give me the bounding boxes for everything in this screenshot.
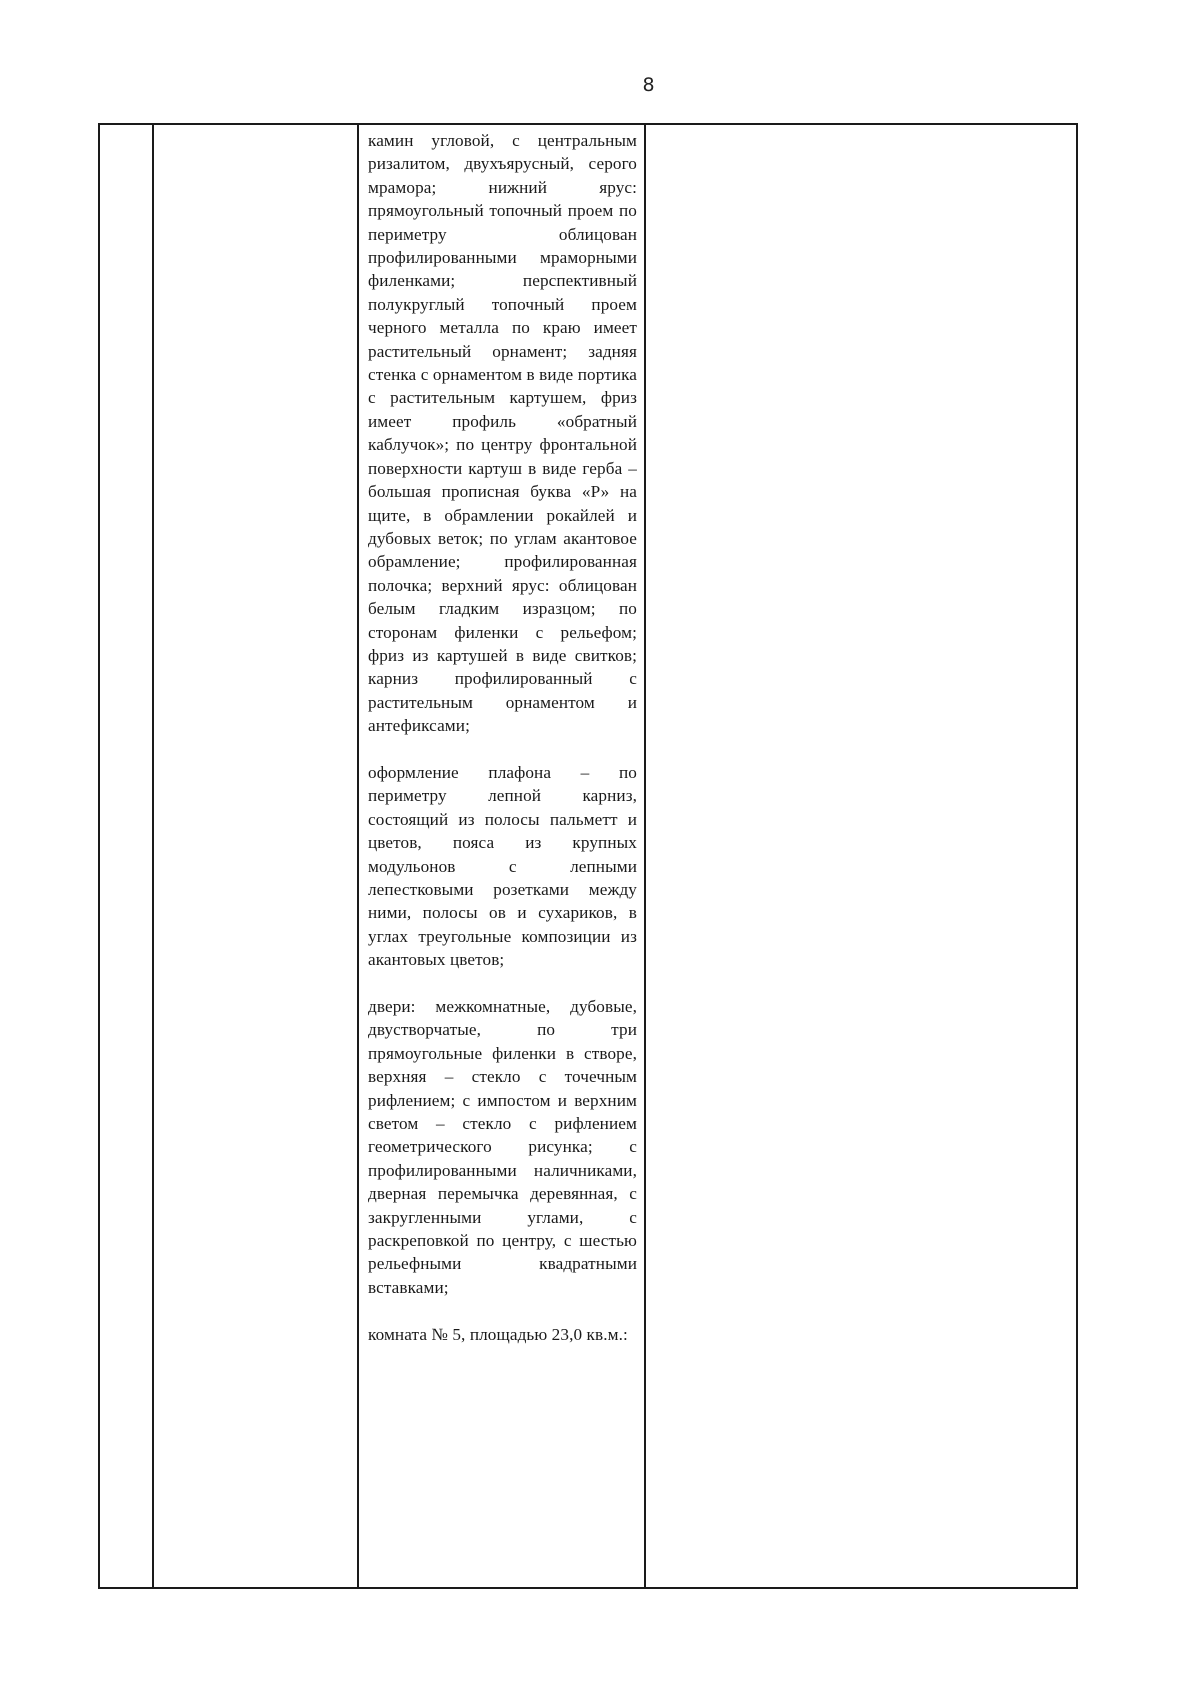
column-divider-1	[152, 125, 154, 1587]
description-cell	[368, 129, 637, 1346]
column-divider-3	[644, 125, 646, 1587]
paragraph-ceiling: оформление плафона – по периметру лепной карниз, состоящий из полосы пальметт и цветов, пояса из крупных модульонов с лепными лепестковыми розетками между ними, полосы ов и сухариков, в углах треугольные композиции из акантовых цветов;	[368, 762, 637, 970]
column-divider-2	[357, 125, 359, 1587]
paragraph-fireplace: камин угловой, с центральным ризалитом, двухъярусный, серого мрамора; нижний ярус: прямоугольный топочный проем по периметру облицован профилированными мраморными филенками; перспективный полукруглый топочный проем черного металла по краю имеет растительный орнамент; задняя стенка с орнаментом в виде портика с растительным картушем, фриз имеет профиль «обратный каблучок»; по центру фронтальной поверхности картуш в виде герба – большая прописная буква «Р» на щите, в обрамлении рокайлей и дубовых веток; по углам акантовое обрамление; профилированная полочка; верхний ярус: облицован белым гладким изразцом; по сторонам филенки с рельефом; фриз из картушей в виде свитков; карниз профилированный с растительным орнаментом и антефиксами;	[368, 131, 637, 736]
page-number: 8	[642, 74, 655, 96]
paragraph-doors: двери: межкомнатные, дубовые, двустворчатые, по три прямоугольные филенки в створе, верхняя – стекло с точечным рифлением; с импостом и верхним светом – стекло с рифлением геометрического рисунка; с профилированными наличниками, дверная перемычка деревянная, с закругленными углами, с раскреповкой по центру, с шестью рельефными квадратными вставками;	[368, 997, 637, 1297]
paragraph-room-5: комната № 5, площадью 23,0 кв.м.:	[368, 1324, 628, 1344]
object-table	[98, 123, 1078, 1589]
